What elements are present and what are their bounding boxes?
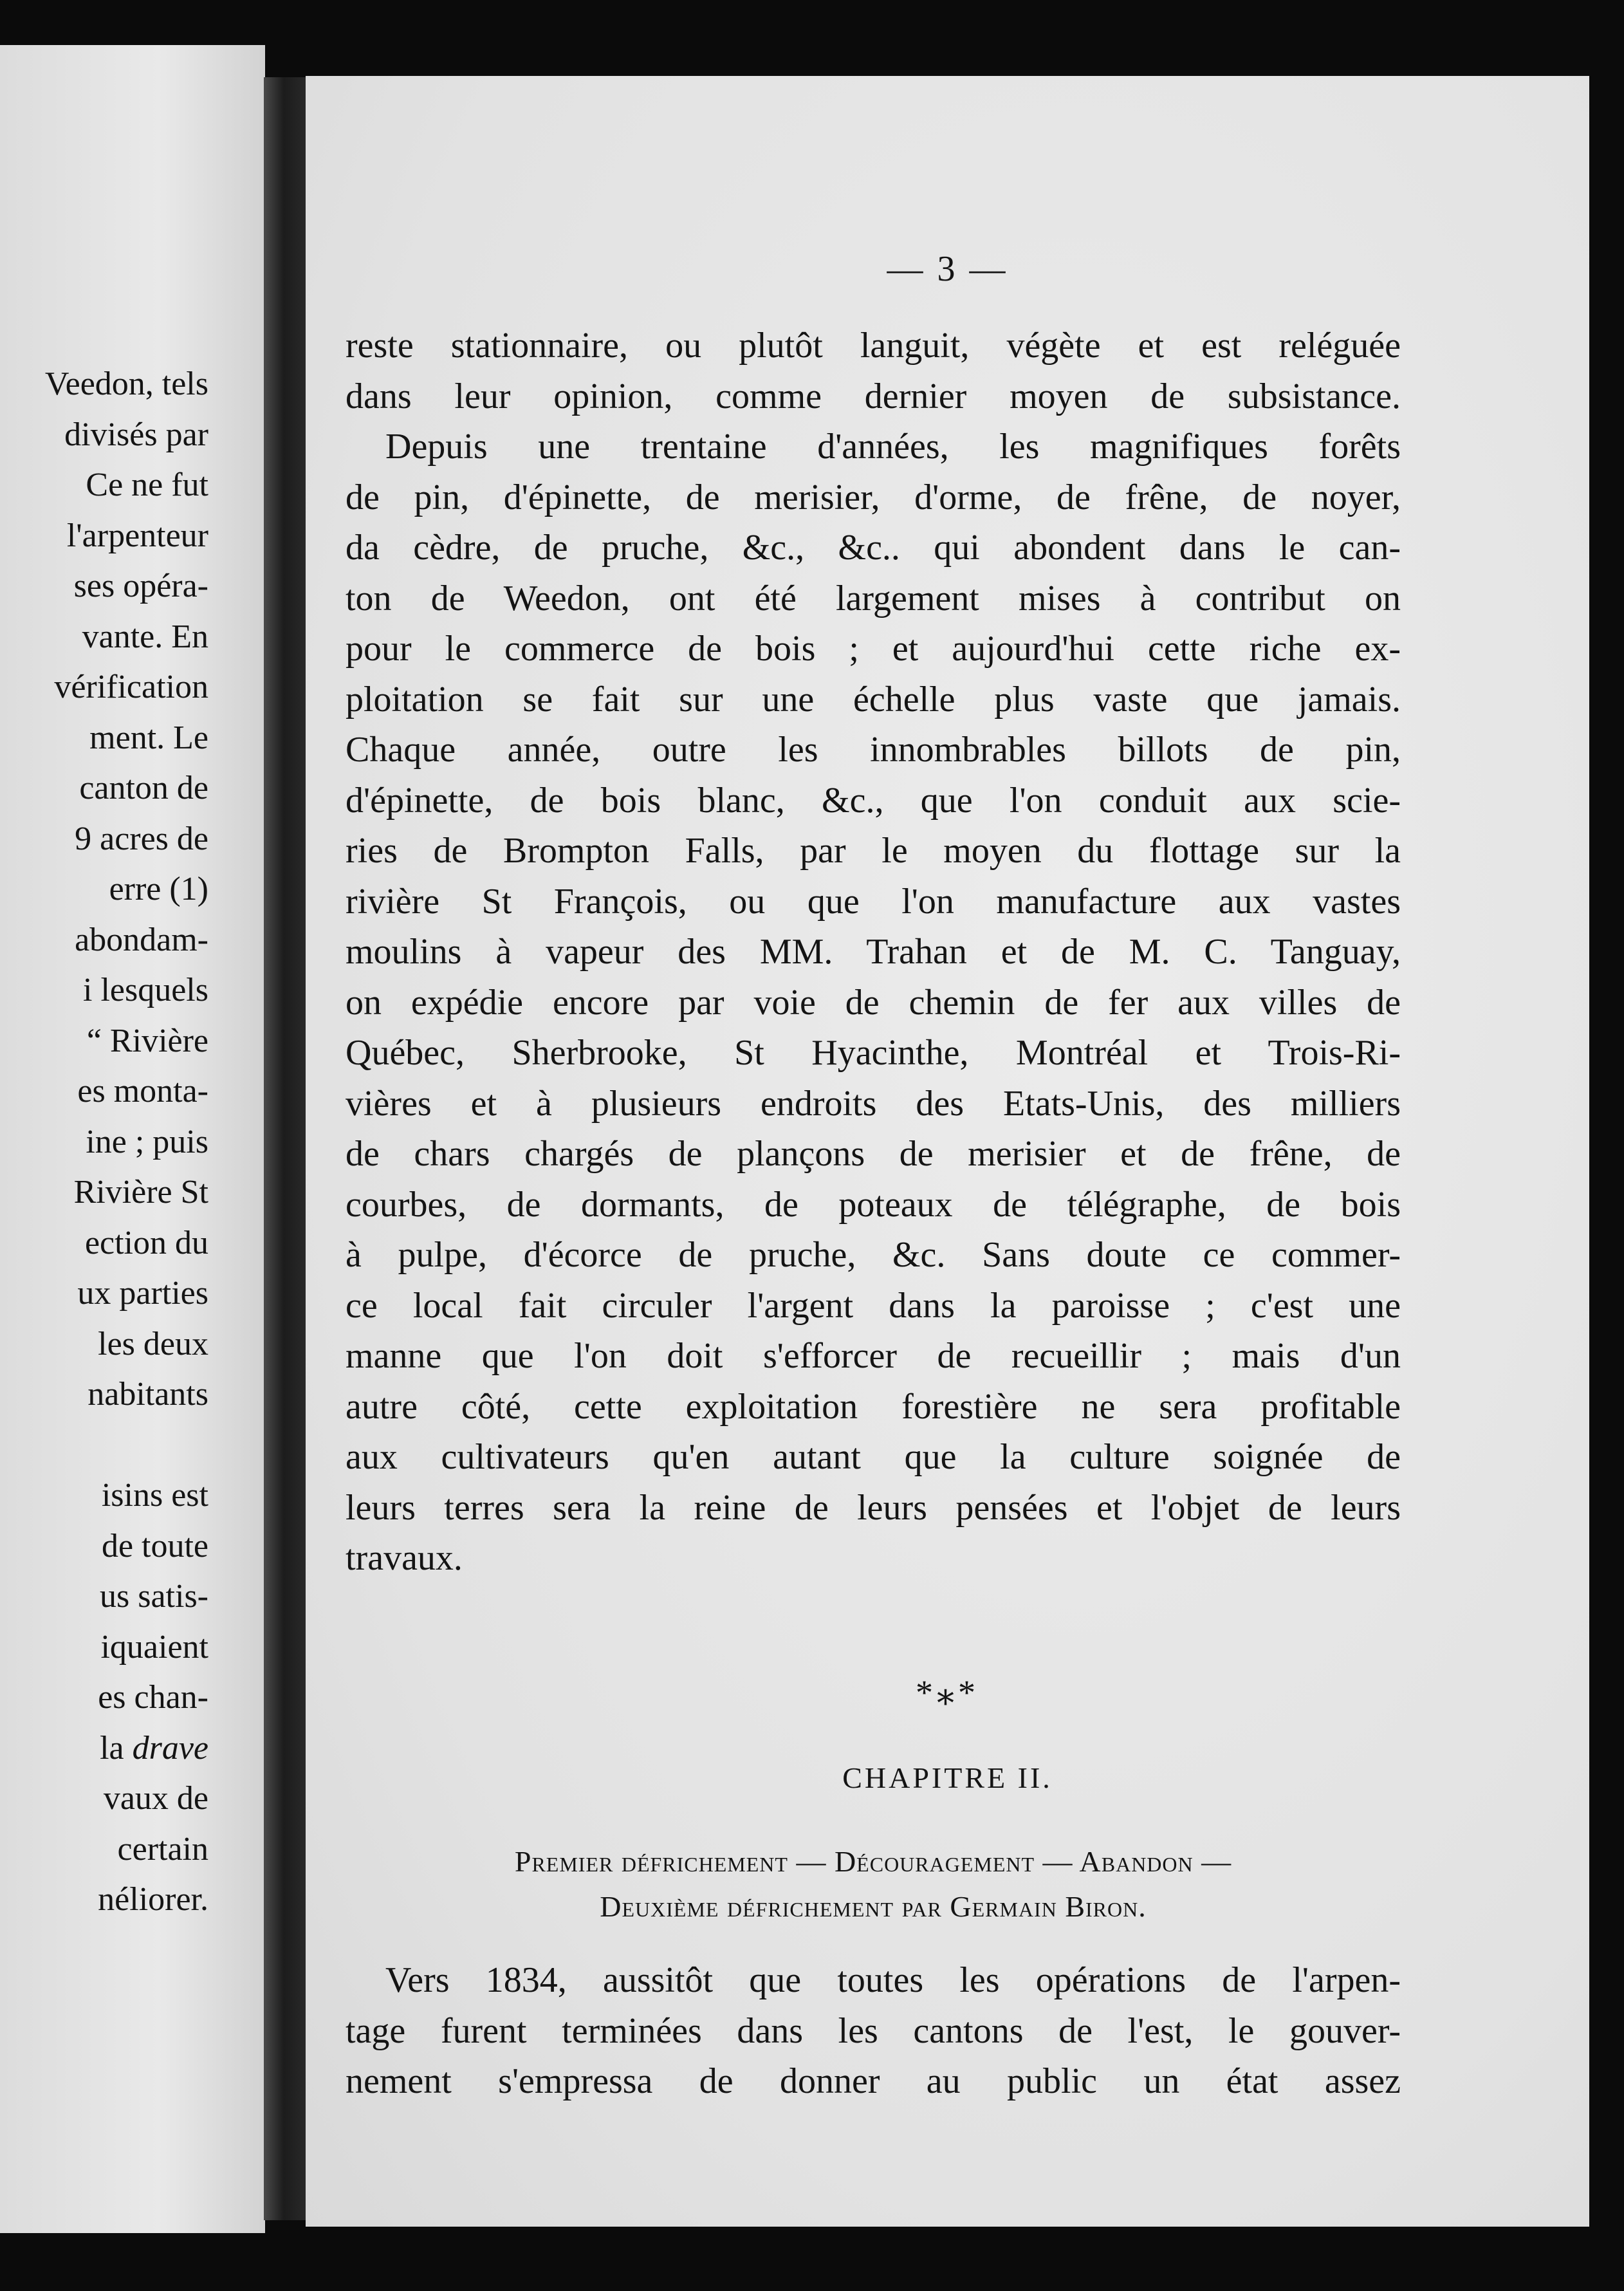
paragraph-line: d'épinette, de bois blanc, &c., que l'on conduit aux scie- — [346, 780, 1401, 821]
paragraph-line: travaux. — [346, 1538, 463, 1578]
page-number: — 3 — — [887, 249, 1008, 289]
asterism-divider: *⁎* — [916, 1673, 979, 1712]
previous-page-line: es chan- — [98, 1679, 208, 1716]
paragraph-line: aux cultivateurs qu'en autant que la culture soignée de — [346, 1437, 1401, 1477]
paragraph-line: leurs terres sera la reine de leurs pensées et l'objet de leurs — [346, 1487, 1401, 1528]
previous-page-line: Rivière St — [73, 1174, 208, 1210]
previous-page-line: vante. En — [82, 618, 208, 655]
paragraph-line: de chars chargés de plançons de merisier et de frêne, de — [346, 1134, 1401, 1174]
chapter-summary — [346, 1839, 1401, 1929]
paragraph-line: tage furent terminées dans les cantons de l'est, le gouver- — [346, 2010, 1401, 2051]
previous-page-text — [0, 359, 265, 1925]
paragraph-line: Chaque année, outre les innombrables billots de pin, — [346, 730, 1401, 770]
previous-page-line: Ce ne fut — [86, 467, 208, 503]
previous-page-line: certain — [117, 1830, 208, 1868]
previous-page-line: isins est — [101, 1477, 208, 1514]
previous-page-line: les deux — [98, 1325, 208, 1362]
previous-page-line: divisés par — [64, 416, 208, 453]
paragraph-line: Québec, Sherbrooke, St Hyacinthe, Montréal et Trois-Ri- — [346, 1033, 1401, 1073]
paragraph-line: rivière St François, ou que l'on manufacture aux vastes — [346, 881, 1401, 922]
chapter-title: CHAPITRE II. — [842, 1761, 1053, 1794]
italic-word: drave — [132, 1729, 208, 1767]
paragraph-line: Depuis une trentaine d'années, les magnifiques forêts — [385, 427, 1401, 467]
previous-page-line: ment. Le — [89, 719, 208, 756]
paragraph-line: autre côté, cette exploitation forestière ne sera profitable — [346, 1386, 1401, 1427]
paragraph-line: pour le commerce de bois ; et aujourd'hui cette riche ex- — [346, 629, 1401, 669]
previous-page-line: Veedon, tels — [44, 366, 208, 402]
paragraph-line: ce local fait circuler l'argent dans la paroisse ; c'est une — [346, 1285, 1401, 1326]
chapter-opening-paragraph — [346, 1955, 1401, 2107]
chapter-summary-line: Deuxième défrichement par Germain Biron. — [600, 1890, 1147, 1923]
paragraph-line: ploitation se fait sur une échelle plus vaste que jamais. — [346, 679, 1401, 719]
scan-border — [1589, 76, 1624, 2227]
paragraph-line: Vers 1834, aussitôt que toutes les opérations de l'arpen- — [385, 1960, 1401, 2000]
previous-page-line: 9 acres de — [75, 820, 208, 857]
previous-page-line: de toute — [101, 1527, 208, 1564]
previous-page-line: ses opéra- — [73, 568, 208, 604]
body-text — [346, 320, 1401, 1584]
previous-page-line: ine ; puis — [86, 1123, 208, 1160]
paragraph-line: on expédie encore par voie de chemin de fer aux villes de — [346, 982, 1401, 1023]
previous-page-line: l'arpenteur — [66, 517, 208, 554]
previous-page-line: us satis- — [100, 1578, 208, 1615]
main-page — [306, 76, 1589, 2227]
previous-page-strip — [0, 45, 265, 2233]
paragraph-line: moulins à vapeur des MM. Trahan et de M. C. Tanguay, — [346, 932, 1401, 972]
previous-page-line-text: la — [100, 1729, 124, 1767]
paragraph-line: à pulpe, d'écorce de pruche, &c. Sans doute ce commer- — [346, 1235, 1401, 1275]
previous-page-line: nabitants — [88, 1376, 208, 1413]
paragraph-line: de pin, d'épinette, de merisier, d'orme, de frêne, de noyer, — [346, 477, 1401, 517]
paragraph-line: dans leur opinion, comme dernier moyen de subsistance. — [346, 376, 1401, 416]
paragraph-line: manne que l'on doit s'efforcer de recueillir ; mais d'un — [346, 1336, 1401, 1376]
previous-page-line-with-italic — [0, 1723, 265, 1774]
previous-page-line: vérification — [54, 669, 208, 705]
previous-page-line: vaux de — [103, 1780, 208, 1817]
paragraph-line: courbes, de dormants, de poteaux de télégraphe, de bois — [346, 1184, 1401, 1225]
paragraph-line: ton de Weedon, ont été largement mises à contribut on — [346, 578, 1401, 618]
previous-page-line: abondam- — [75, 921, 208, 958]
previous-page-line: es monta- — [77, 1073, 208, 1109]
previous-page-blank-line — [0, 1420, 265, 1471]
previous-page-line: iquaient — [100, 1628, 208, 1665]
paragraph-line: reste stationnaire, ou plutôt languit, végète et est reléguée — [346, 326, 1401, 366]
paragraph-line: vières et à plusieurs endroits des Etats-Unis, des milliers — [346, 1083, 1401, 1124]
chapter-summary-line: Premier défrichement — Découragement — Abandon — — [514, 1845, 1232, 1878]
previous-page-line: canton de — [79, 770, 208, 806]
paragraph-line: nement s'empressa de donner au public un état assez — [346, 2061, 1401, 2101]
previous-page-line: i lesquels — [83, 972, 208, 1008]
previous-page-line: ux parties — [77, 1275, 208, 1312]
previous-page-line: néliorer. — [98, 1881, 208, 1918]
paragraph-line: ries de Brompton Falls, par le moyen du flottage sur la — [346, 831, 1401, 871]
previous-page-line: erre (1) — [109, 871, 208, 907]
paragraph-line: da cèdre, de pruche, &c., &c.. qui abondent dans le can- — [346, 528, 1401, 568]
previous-page-line: “ Rivière — [86, 1022, 208, 1059]
previous-page-line: ection du — [84, 1224, 208, 1261]
